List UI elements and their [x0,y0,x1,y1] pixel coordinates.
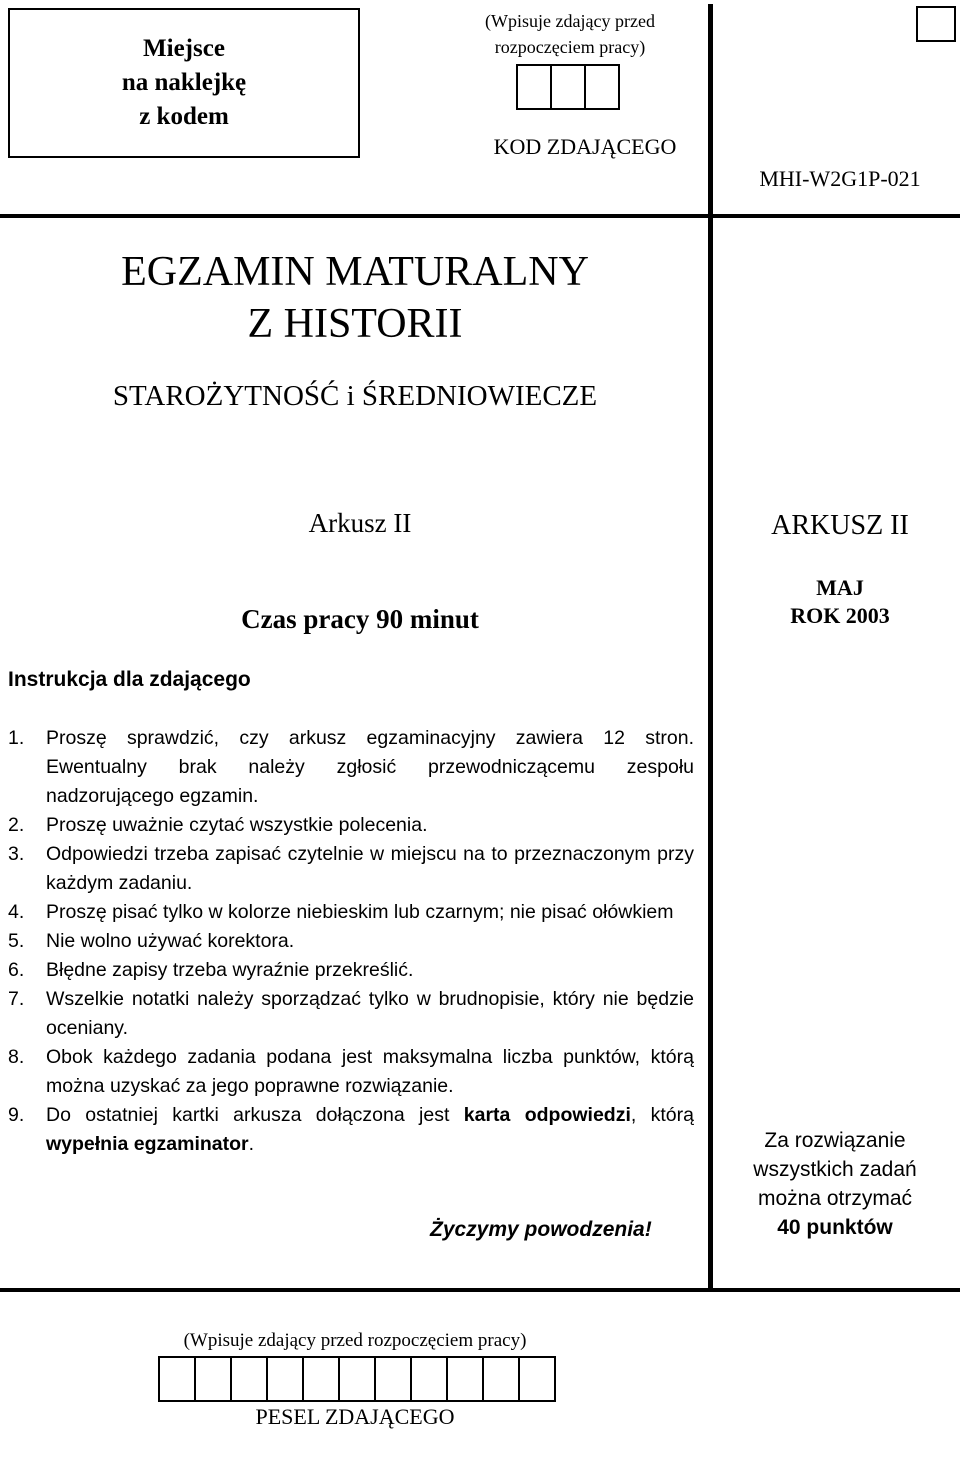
item-number: 6. [8,959,25,981]
list-item [8,956,694,985]
item-number: 5. [8,930,25,952]
item-number: 9. [8,1104,25,1126]
list-item [8,724,694,811]
arkusz-label: Arkusz II [308,508,412,538]
points-line: wszystkich zadań [753,1158,917,1181]
item-number: 4. [8,901,25,923]
list-item [8,811,694,840]
digit-cell[interactable] [374,1356,412,1402]
instructions-list [8,724,694,1159]
title-line: EGZAMIN MATURALNY [121,249,589,295]
item-text: Błędne zapisy trzeba wyraźnie przekreślić. [46,959,414,981]
item-text [46,1101,694,1159]
bottom-divider [0,1288,960,1292]
time-label: Czas pracy 90 minut [241,604,479,634]
item-number: 2. [8,814,25,836]
exam-subtitle: STAROŻYTNOŚĆ i ŚREDNIOWIECZE [112,380,598,412]
item-text: Odpowiedzi trzeba zapisać czytelnie w miejscu na to przeznaczonym przy każdym zadaniu. [46,843,694,894]
exam-title [40,246,670,350]
sticker-line: z kodem [139,103,229,130]
item-text: Obok każdego zadania podana jest maksymalna liczba punktów, którą można uzyskać za jego poprawne rozwiązanie. [46,1046,694,1097]
item-text: Proszę sprawdzić, czy arkusz egzaminacyjny zawiera 12 stron. Ewentualny brak należy zgłosić przewodniczącemu zespołu nadzorującego egzamin. [46,727,694,807]
side-arkusz: ARKUSZ II [771,510,909,541]
sticker-box [8,8,360,158]
item-text-part: . [248,1133,255,1155]
item-text-part: Do ostatniej kartki arkusza dołączona jest [46,1104,464,1126]
digit-cell[interactable] [584,64,620,110]
good-luck-text: Życzymy powodzenia! [430,1218,652,1241]
item-text: Wszelkie notatki należy sporządzać tylko w brudnopisie, który nie będzie oceniany. [46,988,694,1039]
side-date [730,574,950,630]
points-line: można otrzymać [757,1187,913,1210]
code-label: KOD ZDAJĄCEGO [493,134,677,159]
instructions-heading: Instrukcja dla zdającego [8,668,251,691]
code-cells[interactable] [516,64,620,110]
corner-box[interactable] [916,6,956,42]
top-divider [0,214,960,218]
item-text: Proszę uważnie czytać wszystkie polecenia. [46,814,428,836]
item-number: 3. [8,843,25,865]
sticker-line: na naklejkę [121,69,247,96]
digit-cell[interactable] [194,1356,232,1402]
list-item [8,1101,694,1159]
digit-cell[interactable] [518,1356,556,1402]
list-item [8,840,694,898]
vertical-divider [708,4,713,1290]
digit-cell[interactable] [550,64,586,110]
pesel-label: PESEL ZDAJĄCEGO [255,1404,455,1429]
digit-cell[interactable] [302,1356,340,1402]
digit-cell[interactable] [266,1356,304,1402]
item-number: 1. [8,727,25,749]
item-text: Proszę pisać tylko w kolorze niebieskim lub czarnym; nie pisać ołówkiem [46,901,674,923]
year: ROK 2003 [790,603,890,628]
sheet-code: MHI-W2G1P-021 [759,166,921,191]
month: MAJ [816,575,864,600]
digit-cell[interactable] [482,1356,520,1402]
digit-cell[interactable] [446,1356,484,1402]
list-item [8,898,694,927]
item-number: 8. [8,1046,25,1068]
points-line: Za rozwiązanie [764,1129,906,1152]
list-item [8,927,694,956]
item-text-bold: wypełnia egzaminator [46,1133,249,1155]
points-total: 40 punktów [777,1216,893,1239]
digit-cell[interactable] [230,1356,268,1402]
digit-cell[interactable] [158,1356,196,1402]
item-text-part: , którą [630,1104,694,1126]
points-info [730,1126,940,1242]
item-text: Nie wolno używać korektora. [46,930,295,952]
title-line: Z HISTORII [247,301,463,347]
sticker-line: Miejsce [143,35,225,62]
pesel-note: (Wpisuje zdający przed rozpoczęciem pracy) [183,1330,527,1351]
digit-cell[interactable] [338,1356,376,1402]
digit-cell[interactable] [410,1356,448,1402]
list-item [8,985,694,1043]
code-note: (Wpisuje zdający przed rozpoczęciem pracy) [485,11,655,57]
pesel-cells[interactable] [158,1356,556,1402]
digit-cell[interactable] [516,64,552,110]
item-number: 7. [8,988,25,1010]
item-text-bold: karta odpowiedzi [463,1104,631,1126]
list-item [8,1043,694,1101]
